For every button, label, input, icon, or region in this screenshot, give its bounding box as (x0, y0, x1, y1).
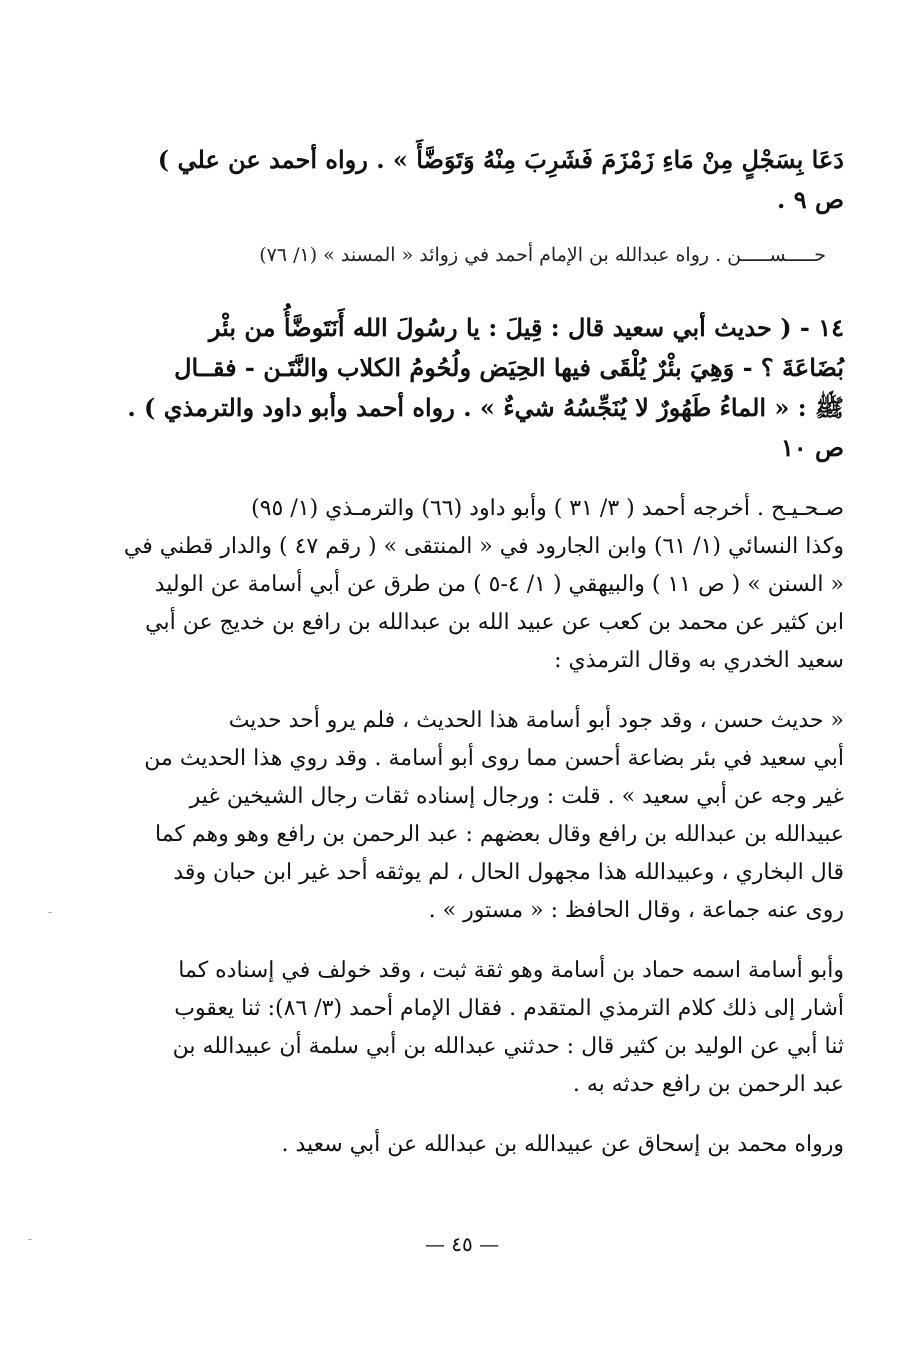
text-line: عبيدالله بن عبدالله بن رافع وقال بعضهم : عبد الرحمن بن رافع وهو وهم كما (154, 822, 844, 847)
ibn-ishaq-paragraph (150, 1126, 844, 1164)
text-line: ثنا أبي عن الوليد بن كثير قال : حدثني عبدالله بن أبي سلمة أن عبيدالله بن (172, 1034, 844, 1059)
scan-mark: - (28, 1232, 33, 1246)
text-line: سعيد الخدري به وقال الترمذي : (554, 648, 844, 673)
text-line: أبي سعيد في بئر بضاعة أحسن مما روى أبو أسامة . وقد روي هذا الحديث من (144, 746, 844, 771)
text-line: ﷺ : « الماءُ طَهُورٌ لا يُنَجِّسُهُ شيءٌ » . رواه أحمد وأبو داود والترمذي ) . (127, 393, 844, 422)
text-line: قال البخاري ، وعبيدالله هذا مجهول الحال ، لم يوثقه أحد غير ابن حبان وقد (173, 860, 844, 885)
text-line: وكذا النسائي (١/ ٦١) وابن الجارود في « المنتقى » ( رقم ٤٧ ) والدار قطني في (123, 534, 844, 559)
text-line: وأبو أسامة اسمه حماد بن أسامة وهو ثقة ثبت ، وقد خولف في إسناده كما (178, 958, 844, 983)
takhrij-paragraph (123, 490, 844, 680)
text-line: ورواه محمد بن إسحاق عن عبيدالله بن عبدالله عن أبي سعيد . (281, 1132, 844, 1157)
tirmidhi-quote-paragraph (144, 702, 844, 930)
text-line: أشار إلى ذلك كلام الترمذي المتقدم . فقال الإمام أحمد (٣/ ٨٦): ثنا يعقوب (174, 996, 844, 1021)
text-line: « حديث حسن ، وقد جود أبو أسامة هذا الحديث ، فلم يرو أحد حديث (228, 708, 844, 733)
hadith-14 (127, 308, 844, 468)
scan-mark: - (48, 905, 53, 919)
page-body (123, 140, 844, 1186)
text-line: غير وجه عن أبي سعيد » . قلت : ورجال إسناده ثقات رجال الشيخين غير (189, 784, 844, 809)
text-line: ص ٩ . (777, 185, 844, 214)
text-line: حـــــســـــن . رواه عبدالله بن الإمام أحمد في زوائد « المسند » (١/ ٧٦) (259, 244, 826, 266)
text-line: بُضَاعَةَ ؟ - وَهِيَ بئْرٌ يُلْقَى فيها الحِيَض ولُحُومُ الكلاب والنَّتَـن - فقــال (174, 353, 844, 382)
text-line: ابن كثير عن محمد بن كعب عن عبيد الله بن عبدالله بن رافع بن خديج عن أبي (145, 610, 844, 635)
text-line: دَعَا بِسَجْلٍ مِنْ مَاءِ زَمْزَمَ فَشَرِبَ مِنْهُ وَتَوَضَّأَ » . رواه أحمد عن علي ) (157, 145, 844, 174)
text-line: « السنن » ( ص ١١ ) والبيهقي ( ١/ ٤-٥ ) من طرق عن أبي أسامة عن الوليد (154, 572, 844, 597)
text-line: عبد الرحمن بن رافع حدثه به . (572, 1072, 844, 1097)
page-number: — ٤٥ — (424, 1232, 500, 1256)
text-line: صـحـيـح . أخرجه أحمد ( ٣/ ٣١ ) وأبو داود (٦٦) والترمـذي (١/ ٩٥) (251, 496, 844, 521)
text-line: روى عنه جماعة ، وقال الحافظ : « مستور » . (428, 898, 844, 923)
hadith-13-end (150, 140, 844, 220)
abu-usama-paragraph (150, 952, 844, 1104)
text-line: ١٤ - ( حديث أبي سعيد قال : قِيلَ : يا رسُولَ الله أَنَتَوضَّأُ من بئْر (208, 313, 844, 342)
text-line: ص ١٠ (780, 433, 844, 462)
grade-line (150, 238, 844, 272)
